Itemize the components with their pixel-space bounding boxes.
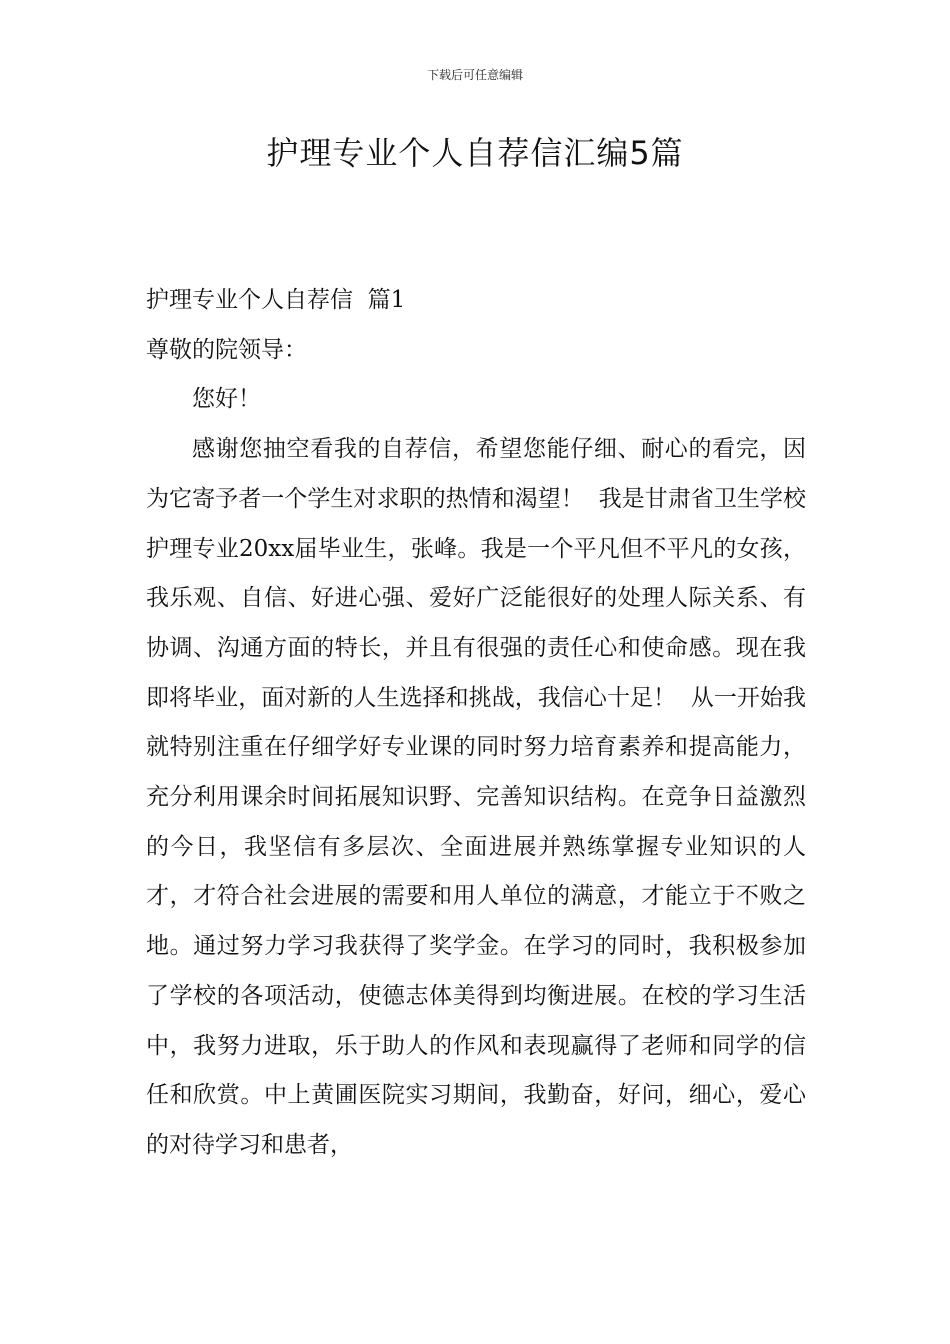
salutation: 尊敬的院领导： bbox=[146, 336, 307, 363]
document-title: 护理专业个人自荐信汇编5篇 bbox=[266, 134, 684, 172]
header-note: 下载后可任意编辑 bbox=[426, 68, 523, 82]
greeting: 您好！ bbox=[192, 386, 261, 413]
document-body bbox=[146, 276, 806, 1171]
section-heading: 护理专业个人自荐信 篇1 bbox=[146, 287, 406, 313]
body-paragraph: 感谢您抽空看我的自荐信，希望您能仔细、耐心的看完，因为它寄予者一个学生对求职的热情和渴望！ 我是甘肃省卫生学校护理专业20xx届毕业生，张峰。我是一个平凡但不平凡的女孩，我乐观、自信、好进心强、爱好广泛能很好的处理人际关系、有协调、沟通方面的特长，并且有很强的责任心和使命感。现在我即将毕业，面对新的人生选择和挑战，我信心十足！ 从一开始我就特别注重在仔细学好专业课的同时努力培育素养和提高能力，充分利用课余时间拓展知识野、完善知识结构。在竞争日益激烈的今日，我坚信有多层次、全面进展并熟练掌握专业知识的人才，才符合社会进展的需要和用人单位的满意，才能立于不败之地。通过努力学习我获得了奖学金。在学习的同时，我积极参加了学校的各项活动，使德志体美得到均衡进展。在校的学习生活中，我努力进取，乐于助人的作风和表现赢得了老师和同学的信任和欣赏。中上黄圃医院实习期间，我勤奋，好问，细心，爱心的对待学习和患者， bbox=[146, 436, 806, 1158]
